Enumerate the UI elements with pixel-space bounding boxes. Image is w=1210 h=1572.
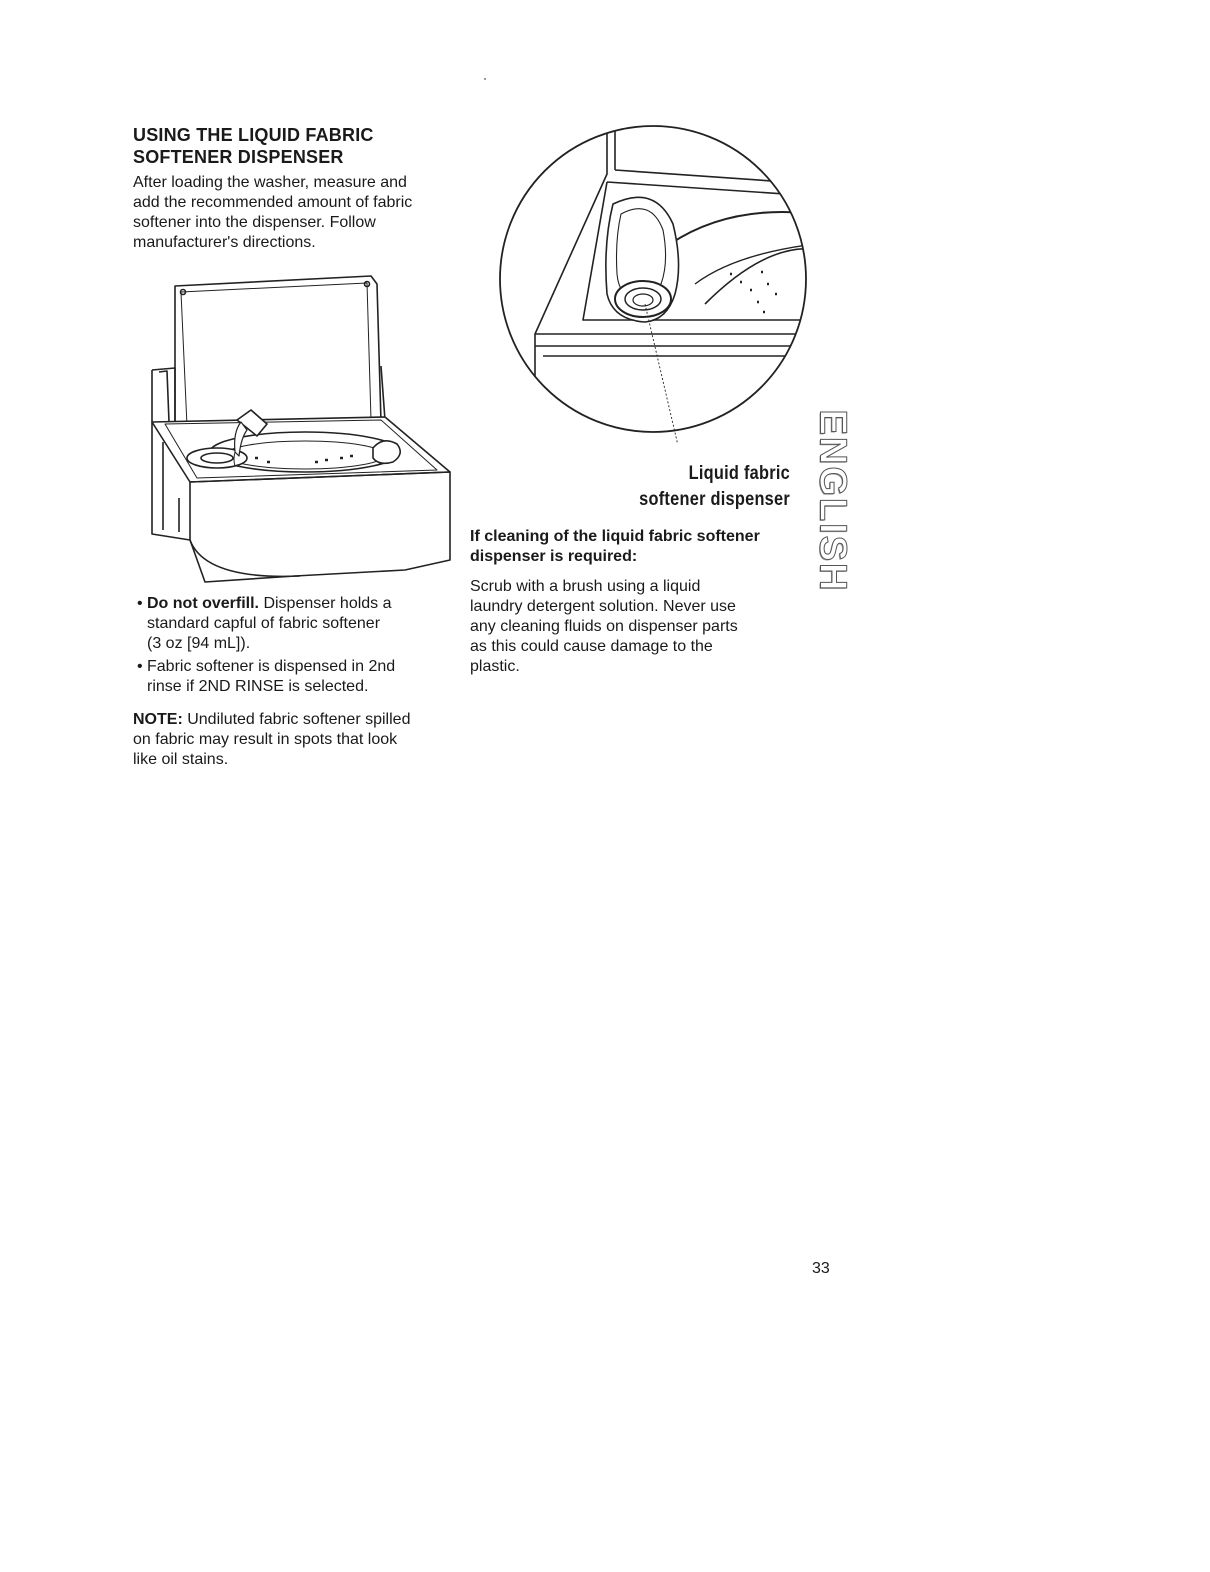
note-label: NOTE: (133, 711, 183, 728)
washer-illustration (145, 272, 460, 584)
bullet-text: Dispenser holds a (259, 595, 392, 612)
bullet-dot: • (137, 595, 143, 612)
bullet-bold-text: Do not overfill. (147, 595, 259, 612)
cleaning-heading (470, 527, 810, 567)
cleaning-heading-line-2: dispenser is required: (470, 548, 638, 565)
bullet-text-line-1: Fabric softener is dispensed in 2nd (147, 658, 396, 675)
intro-paragraph (133, 173, 463, 253)
section-heading-line-1: USING THE LIQUID FABRIC (133, 125, 374, 145)
page-number: 33 (812, 1260, 830, 1277)
bullet-list (137, 594, 467, 700)
cleaning-heading-line-1: If cleaning of the liquid fabric softener (470, 528, 760, 545)
note-paragraph (133, 710, 463, 770)
section-heading-line-2: SOFTENER DISPENSER (133, 147, 344, 167)
dispenser-callout-label (622, 461, 790, 513)
dispenser-closeup-illustration (495, 124, 815, 444)
note-line-1: Undiluted fabric softener spilled (182, 711, 411, 728)
callout-line-1: Liquid fabric (688, 463, 790, 484)
cleaning-line-3: any cleaning fluids on dispenser parts (470, 618, 738, 635)
language-tab-label: ENGLISH (811, 409, 854, 593)
intro-line-1: After loading the washer, measure and (133, 174, 407, 191)
cleaning-paragraph (470, 577, 800, 677)
bullet-dot: • (137, 658, 143, 675)
note-line-3: like oil stains. (133, 751, 229, 768)
intro-line-3: softener into the dispenser. Follow (133, 214, 376, 231)
section-heading (133, 124, 453, 168)
bullet-item (137, 594, 467, 654)
bullet-text-line-2: rinse if 2ND RINSE is selected. (147, 678, 369, 695)
note-line-2: on fabric may result in spots that look (133, 731, 398, 748)
bullet-text-line-2: standard capful of fabric softener (147, 615, 381, 632)
language-side-tab (808, 410, 856, 592)
scan-speck (484, 78, 486, 80)
cleaning-line-2: laundry detergent solution. Never use (470, 598, 736, 615)
callout-line-2: softener dispenser (639, 489, 790, 510)
intro-line-4: manufacturer's directions. (133, 234, 316, 251)
cleaning-line-4: as this could cause damage to the (470, 638, 713, 655)
bullet-item (137, 657, 467, 697)
intro-line-2: add the recommended amount of fabric (133, 194, 413, 211)
cleaning-line-5: plastic. (470, 658, 520, 675)
bullet-text-line-3: (3 oz [94 mL]). (147, 635, 251, 652)
cleaning-line-1: Scrub with a brush using a liquid (470, 578, 701, 595)
